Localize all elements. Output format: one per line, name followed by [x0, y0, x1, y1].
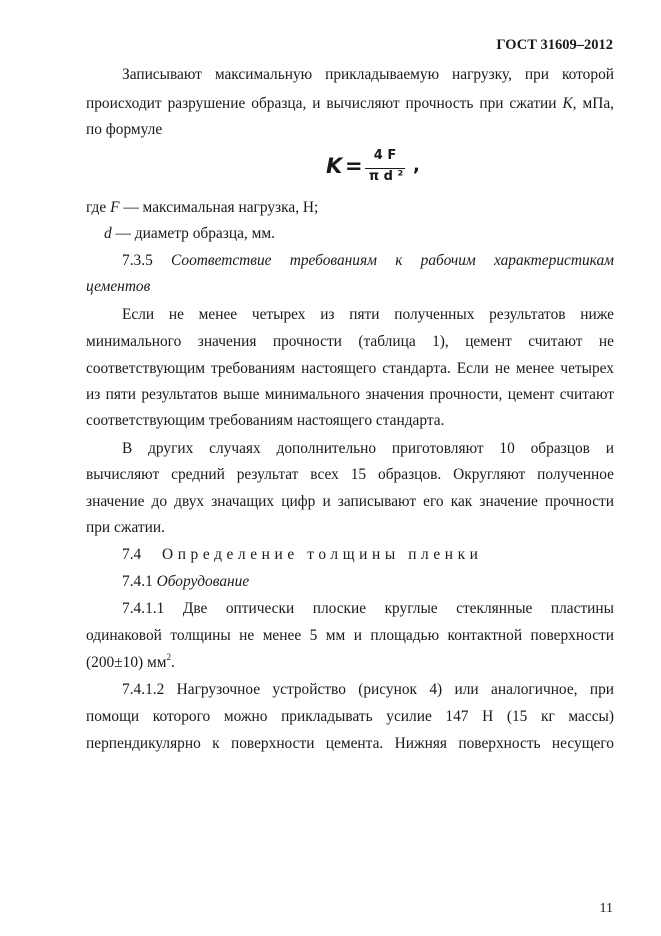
formula-comma: ,: [413, 155, 420, 176]
text-span: (200±10) мм: [86, 654, 167, 671]
text-line: вычисляют средний результат всех 15 образцов. Округляют полученное: [86, 466, 614, 483]
text-line: [86, 95, 614, 113]
text-line: минимального значения прочности (таблица 1), цемент считают не: [86, 333, 614, 350]
text-line: [104, 225, 632, 243]
text-line: при сжатии.: [86, 519, 165, 536]
text-line: В других случаях дополнительно приготовляют 10 образцов и: [122, 440, 614, 457]
text-line: Если не менее четырех из пяти полученных результатов ниже: [122, 306, 614, 323]
formula-equals: =: [345, 154, 363, 178]
text-line: значение до двух значащих цифр и записывают его как значение прочности: [86, 493, 614, 510]
variable-F: F: [110, 199, 120, 216]
variable-d: d: [104, 225, 112, 242]
text-line: помощи которого можно прикладывать усилие 147 Н (15 кг массы): [86, 708, 614, 725]
text-line: соответствующим требованиям настоящего стандарта.: [86, 412, 445, 429]
text-span: мПа,: [576, 95, 614, 112]
text-line: из пяти результатов выше минимального значения прочности, цемент считают: [86, 386, 614, 403]
text-span: — максимальная нагрузка, Н;: [119, 199, 319, 216]
formula-numerator: 4 F: [373, 148, 397, 163]
text-line: перпендикулярно к поверхности цемента. Нижняя поверхность несущего: [86, 735, 614, 752]
text-line: одинаковой толщины не менее 5 мм и площадью контактной поверхности: [86, 627, 614, 644]
variable-K: К,: [562, 95, 577, 112]
text-span: .: [171, 654, 175, 671]
document-code-header: ГОСТ 31609–2012: [496, 37, 613, 53]
superscript: 2: [166, 652, 172, 662]
section-heading-7-4: Определение толщины пленки: [162, 546, 483, 563]
text-line: по формуле: [86, 121, 163, 138]
section-heading-7-3-5: [122, 252, 614, 270]
section-title: Оборудование: [156, 573, 250, 590]
text-line: 7.4.1.2 Нагрузочное устройство (рисунок 4) или аналогичное, при: [122, 681, 614, 698]
section-heading-7-4-1: [122, 573, 614, 591]
text-line: [86, 199, 614, 217]
section-number: 7.4.1: [122, 573, 157, 590]
page-number: 11: [599, 901, 613, 916]
text-line: соответствующим требованиям настоящего стандарта. Если не менее четырех: [86, 360, 614, 377]
formula-denominator: π d ²: [368, 169, 404, 184]
text-span: где: [86, 199, 111, 216]
formula-lhs: K: [326, 154, 343, 178]
text-line: 7.4.1.1 Две оптически плоские круглые стеклянные пластины: [122, 600, 614, 617]
section-title: Соответствие требованиям к рабочим характеристикам: [171, 252, 614, 269]
section-number-7-4: 7.4: [122, 546, 142, 563]
section-number: 7.3.5: [122, 252, 172, 269]
text-line: Записывают максимальную прикладываемую нагрузку, при которой: [122, 66, 614, 83]
section-title-continued: цементов: [86, 278, 151, 295]
text-span: происходит разрушение образца, и вычисляют прочность при сжатии: [86, 95, 563, 112]
text-line: [86, 654, 614, 672]
text-span: — диаметр образца, мм.: [111, 225, 275, 242]
